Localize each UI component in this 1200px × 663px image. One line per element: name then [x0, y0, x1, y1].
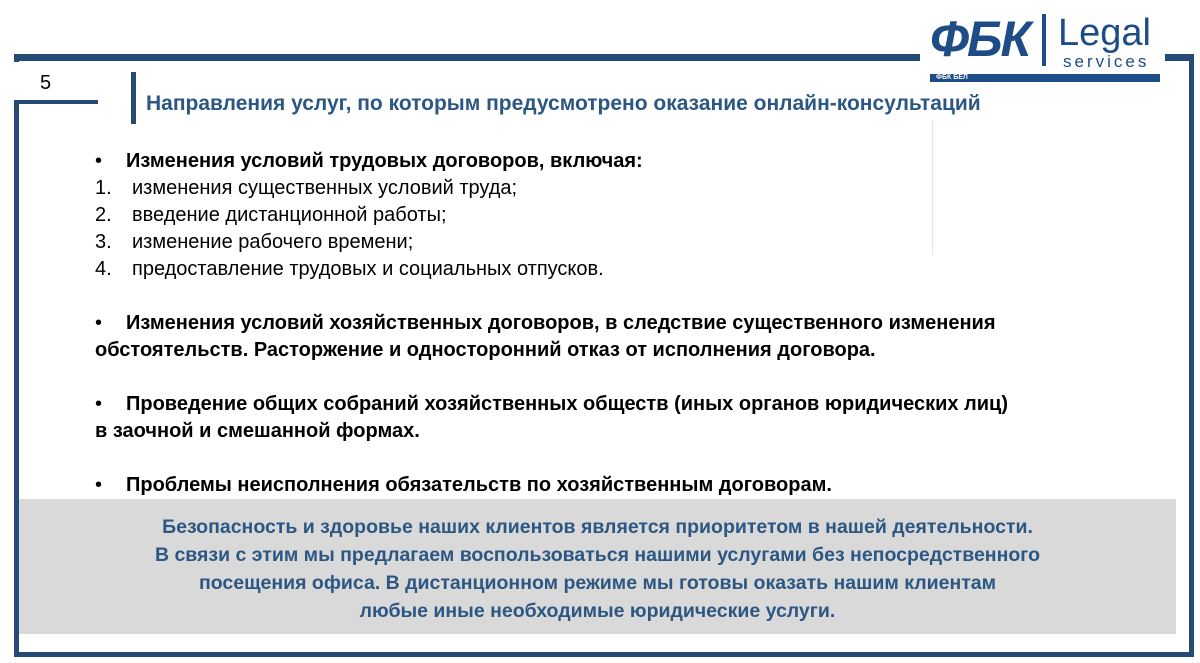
item-number: 3.	[95, 231, 112, 253]
notice-line: посещения офиса. В дистанционном режиме мы готовы оказать нашим клиентам	[198, 572, 997, 594]
section-general-meetings	[95, 391, 1135, 445]
heading-continuation: в заочной и смешанной формах.	[95, 420, 420, 442]
heading-continuation: обстоятельств. Расторжение и односторонний отказ от исполнения договора.	[95, 339, 876, 361]
item-text: предоставление трудовых и социальных отпусков.	[132, 258, 604, 280]
notice-line: Безопасность и здоровье наших клиентов является приоритетом в нашей деятельности.	[162, 516, 1033, 538]
logo-main-text: ФБК	[930, 11, 1030, 67]
section-obligations	[95, 472, 1135, 499]
item-number: 4.	[95, 258, 112, 280]
section-heading	[95, 391, 1135, 418]
list-item	[95, 175, 1135, 202]
list-item	[95, 229, 1135, 256]
list-item	[95, 202, 1135, 229]
notice-line: любые иные необходимые юридические услуги.	[359, 600, 836, 622]
bullet: •	[95, 312, 103, 334]
title-accent-bar	[131, 72, 136, 124]
item-number: 1.	[95, 177, 112, 199]
section-heading	[95, 148, 1135, 175]
item-text: введение дистанционной работы;	[132, 204, 447, 226]
logo-tag: ФБК БЕЛ	[936, 74, 968, 81]
item-text: изменение рабочего времени;	[132, 231, 414, 253]
heading-text: Проведение общих собраний хозяйственных обществ (иных органов юридических лиц)	[126, 393, 1009, 415]
section-heading	[95, 310, 1135, 337]
section-labor-contracts	[95, 148, 1135, 283]
logo-brand-text: Legal	[1058, 12, 1151, 54]
slide-title: Направления услуг, по которым предусмотрено оказание онлайн-консультаций	[146, 92, 981, 115]
heading-text: Изменения условий трудовых договоров, включая:	[126, 150, 643, 172]
services-content	[95, 148, 1135, 526]
section-business-contracts	[95, 310, 1135, 364]
slide-number-box	[14, 62, 98, 104]
logo-separator	[1042, 14, 1046, 66]
notice-text	[19, 513, 1176, 625]
bullet: •	[95, 474, 103, 496]
heading-text: Изменения условий хозяйственных договоров, в следствие существенного изменения	[126, 312, 996, 334]
bullet: •	[95, 393, 103, 415]
item-text: изменения существенных условий труда;	[132, 177, 518, 199]
heading-text: Проблемы неисполнения обязательств по хозяйственным договорам.	[126, 474, 832, 496]
slide-number-underline	[14, 100, 98, 104]
company-logo	[930, 8, 1160, 88]
list-item	[95, 256, 1135, 283]
bullet: •	[95, 150, 103, 172]
logo-sub-text: services	[1063, 52, 1150, 71]
section-heading	[95, 472, 1135, 499]
slide-number: 5	[40, 72, 52, 94]
notice-line: В связи с этим мы предлагаем воспользоваться нашими услугами без непосредственного	[154, 544, 1041, 566]
item-number: 2.	[95, 204, 112, 226]
